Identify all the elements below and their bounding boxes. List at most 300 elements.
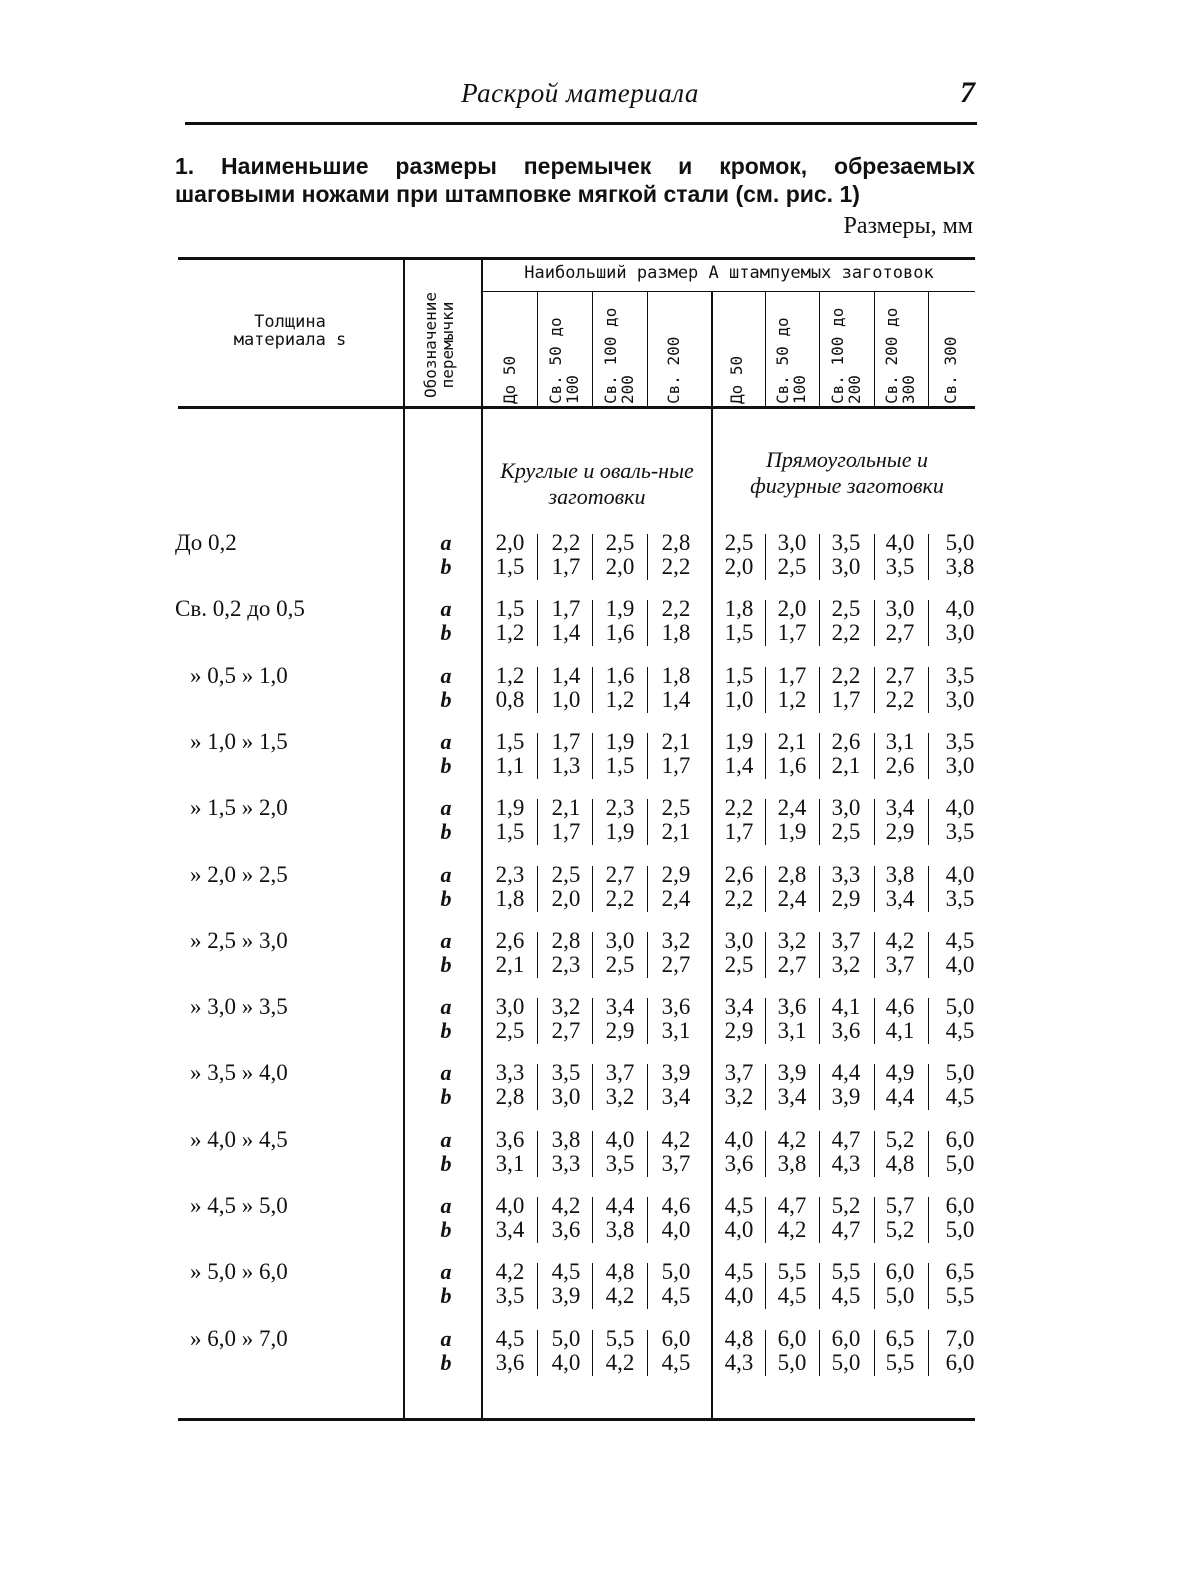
cell-separator [874, 1197, 875, 1243]
table-cell: 4,5 [724, 1259, 754, 1284]
cell-separator [819, 600, 820, 646]
table-cell: 2,6 [885, 753, 915, 778]
hdr-col-rule [874, 292, 875, 407]
table-cell: 4,8 [885, 1151, 915, 1176]
header-mark: Обозначение перемычки [421, 292, 457, 398]
cell-separator [928, 733, 929, 779]
table-cell: 1,2 [495, 620, 525, 645]
table-cell: 1,2 [777, 687, 807, 712]
cell-separator [537, 534, 538, 580]
table-cell: 3,4 [885, 795, 915, 820]
table-cell: 3,5 [551, 1060, 581, 1085]
bridge-mark-b: b [440, 1084, 452, 1109]
cell-separator [874, 1064, 875, 1110]
header-col-rect-2: Св. 50 до 100 [773, 317, 809, 404]
table-cell: 3,8 [777, 1151, 807, 1176]
header-col-rect-3: Св. 100 до 200 [828, 307, 864, 404]
cell-separator [592, 534, 593, 580]
table-cell: 4,2 [605, 1283, 635, 1308]
header-col-rect-5: Св. 300 [941, 336, 960, 404]
table-cell: 3,7 [831, 928, 861, 953]
table-cell: 3,2 [551, 994, 581, 1019]
table-cell: 2,5 [724, 530, 754, 555]
table-cell: 2,9 [724, 1018, 754, 1043]
cell-separator [537, 733, 538, 779]
cell-separator [647, 1263, 648, 1309]
hdr-col-rule [537, 292, 538, 407]
running-head [185, 76, 975, 116]
table-cell: 2,1 [661, 819, 691, 844]
table-cell: 2,5 [661, 795, 691, 820]
header-span: Наибольший размер A штампуемых заготовок [524, 263, 934, 283]
cell-separator [819, 932, 820, 978]
bridge-mark-a: a [440, 663, 452, 688]
cell-separator [647, 733, 648, 779]
cell-separator [874, 667, 875, 713]
table-cell: 4,0 [885, 530, 915, 555]
table-cell: 1,5 [495, 819, 525, 844]
table-cell: 2,5 [495, 1018, 525, 1043]
table-cell: 2,7 [661, 952, 691, 977]
table-cell: 1,0 [551, 687, 581, 712]
bridge-mark-b: b [440, 1018, 452, 1043]
table-cell: 2,9 [831, 886, 861, 911]
cell-separator [874, 1263, 875, 1309]
table-cell: 5,0 [945, 530, 975, 555]
cell-separator [928, 1064, 929, 1110]
table-cell: 3,0 [945, 753, 975, 778]
table-cell: 4,0 [724, 1283, 754, 1308]
header-col-rect-1: До 50 [727, 355, 746, 404]
table-cell: 3,0 [885, 596, 915, 621]
table-cell: 2,7 [605, 862, 635, 887]
bridge-mark-a: a [440, 1259, 452, 1284]
bridge-mark-b: b [440, 1151, 452, 1176]
bridge-mark-a: a [440, 729, 452, 754]
table-cell: 2,2 [831, 663, 861, 688]
table-cell: 3,2 [605, 1084, 635, 1109]
cell-separator [928, 534, 929, 580]
table-cell: 2,2 [724, 886, 754, 911]
table-cell: 3,1 [885, 729, 915, 754]
bridge-mark-a: a [440, 928, 452, 953]
cell-separator [765, 1197, 766, 1243]
bridge-mark-a: a [440, 994, 452, 1019]
bridge-mark-a: a [440, 1326, 452, 1351]
table-cell: 1,7 [551, 596, 581, 621]
table-cell: 4,1 [831, 994, 861, 1019]
table-cell: 3,5 [945, 729, 975, 754]
table-cell: 2,6 [495, 928, 525, 953]
table-cell: 3,4 [661, 1084, 691, 1109]
cell-separator [592, 1263, 593, 1309]
table-cell: 3,0 [495, 994, 525, 1019]
table-cell: 2,5 [551, 862, 581, 887]
row-label: » 6,0 » 7,0 [190, 1326, 288, 1351]
row-label: » 3,0 » 3,5 [190, 994, 288, 1019]
cell-separator [592, 932, 593, 978]
row-label: » 4,0 » 4,5 [190, 1127, 288, 1152]
table-cell: 1,9 [605, 729, 635, 754]
cell-separator [874, 866, 875, 912]
table-cell: 3,9 [551, 1283, 581, 1308]
cell-separator [819, 1263, 820, 1309]
table-cell: 3,4 [777, 1084, 807, 1109]
table-cell: 4,3 [724, 1350, 754, 1375]
table-cell: 2,2 [885, 687, 915, 712]
cell-separator [765, 1263, 766, 1309]
row-label: До 0,2 [175, 530, 237, 555]
table-cell: 1,7 [831, 687, 861, 712]
table-cell: 4,7 [831, 1127, 861, 1152]
table-cell: 5,0 [551, 1326, 581, 1351]
cell-separator [592, 1330, 593, 1376]
table-cell: 1,9 [724, 729, 754, 754]
table-cell: 5,2 [885, 1217, 915, 1242]
hdr-col-rule [765, 292, 766, 407]
cell-separator [592, 1131, 593, 1177]
table-cell: 1,5 [605, 753, 635, 778]
table-cell: 3,0 [945, 687, 975, 712]
table-cell: 3,6 [724, 1151, 754, 1176]
table-cell: 5,5 [605, 1326, 635, 1351]
table-cell: 3,6 [495, 1127, 525, 1152]
running-title: Раскрой материала [461, 78, 699, 108]
table-cell: 1,7 [777, 620, 807, 645]
table-cell: 4,2 [495, 1259, 525, 1284]
table-cell: 6,0 [945, 1193, 975, 1218]
table-cell: 4,6 [885, 994, 915, 1019]
table-cell: 1,8 [724, 596, 754, 621]
cell-separator [765, 1064, 766, 1110]
table-cell: 4,2 [605, 1350, 635, 1375]
table-cell: 4,6 [661, 1193, 691, 1218]
cell-separator [874, 600, 875, 646]
cell-separator [765, 932, 766, 978]
table-cell: 3,5 [945, 663, 975, 688]
cell-separator [537, 799, 538, 845]
cell-separator [765, 667, 766, 713]
hdr-col-rule [819, 292, 820, 407]
header-col-round-2: Св. 50 до 100 [546, 317, 582, 404]
bridge-mark-a: a [440, 1127, 452, 1152]
group-rect: Прямоугольные и фигурные заготовки [750, 447, 944, 498]
table-cell: 3,6 [661, 994, 691, 1019]
table-cell: 6,0 [885, 1259, 915, 1284]
table-cell: 4,5 [495, 1326, 525, 1351]
table-cell: 1,7 [661, 753, 691, 778]
table-cell: 3,5 [495, 1283, 525, 1308]
table-cell: 4,5 [777, 1283, 807, 1308]
table-cell: 6,0 [945, 1350, 975, 1375]
table-cell: 3,9 [661, 1060, 691, 1085]
cell-separator [819, 534, 820, 580]
table-cell: 1,4 [724, 753, 754, 778]
cell-separator [928, 998, 929, 1044]
table-cell: 3,1 [495, 1151, 525, 1176]
cell-separator [592, 600, 593, 646]
header-col-round-3: Св. 100 до 200 [601, 307, 637, 404]
cell-separator [647, 1064, 648, 1110]
bridge-mark-b: b [440, 952, 452, 977]
table-cell: 4,2 [551, 1193, 581, 1218]
table-cell: 2,2 [605, 886, 635, 911]
table-cell: 2,9 [885, 819, 915, 844]
table-cell: 3,0 [831, 795, 861, 820]
table-cell: 5,7 [885, 1193, 915, 1218]
table-cell: 2,6 [831, 729, 861, 754]
table-cell: 3,8 [945, 554, 975, 579]
table-cell: 2,6 [724, 862, 754, 887]
table-cell: 1,5 [495, 554, 525, 579]
cell-separator [819, 799, 820, 845]
table-cell: 4,0 [724, 1217, 754, 1242]
table-cell: 1,5 [495, 596, 525, 621]
cell-separator [647, 1131, 648, 1177]
table-cell: 3,3 [495, 1060, 525, 1085]
cell-separator [765, 799, 766, 845]
table-cell: 1,0 [724, 687, 754, 712]
col-rule-group [711, 292, 713, 1420]
row-label: » 2,5 » 3,0 [190, 928, 288, 953]
table-cell: 4,2 [777, 1127, 807, 1152]
table-cell: 2,7 [551, 1018, 581, 1043]
header-col-round-4: Св. 200 [664, 336, 683, 404]
table-cell: 4,0 [945, 795, 975, 820]
table-cell: 5,0 [777, 1350, 807, 1375]
table-cell: 2,3 [605, 795, 635, 820]
table-cell: 4,5 [945, 928, 975, 953]
cell-separator [592, 799, 593, 845]
cell-separator [819, 1131, 820, 1177]
table-cell: 2,5 [724, 952, 754, 977]
table-cell: 1,8 [495, 886, 525, 911]
table-cell: 3,7 [605, 1060, 635, 1085]
cell-separator [874, 1131, 875, 1177]
table-cell: 2,8 [777, 862, 807, 887]
table-cell: 1,9 [605, 819, 635, 844]
table-cell: 2,2 [724, 795, 754, 820]
bridge-mark-a: a [440, 530, 452, 555]
table-cell: 2,0 [605, 554, 635, 579]
row-label: » 3,5 » 4,0 [190, 1060, 288, 1085]
cell-separator [537, 600, 538, 646]
table-cell: 4,5 [661, 1283, 691, 1308]
cell-separator [537, 1197, 538, 1243]
cell-separator [765, 733, 766, 779]
table-top-rule [178, 257, 975, 260]
table-cell: 1,6 [605, 620, 635, 645]
table-caption: 1. Наименьшие размеры перемычек и кромок, обрезаемых шаговыми ножами при штамповке мягкой стали (см. рис. 1) [175, 153, 975, 207]
cell-separator [765, 866, 766, 912]
row-label: » 1,0 » 1,5 [190, 729, 288, 754]
table-cell: 2,0 [495, 530, 525, 555]
table-cell: 2,4 [777, 886, 807, 911]
cell-separator [819, 1064, 820, 1110]
group-round: Круглые и оваль-ные заготовки [500, 458, 694, 509]
table-cell: 2,8 [551, 928, 581, 953]
table-cell: 3,6 [551, 1217, 581, 1242]
table-cell: 3,3 [551, 1151, 581, 1176]
table-cell: 2,5 [605, 530, 635, 555]
cell-separator [874, 799, 875, 845]
bridge-mark-a: a [440, 1193, 452, 1218]
cell-separator [647, 1330, 648, 1376]
table-cell: 3,7 [724, 1060, 754, 1085]
table-cell: 2,3 [495, 862, 525, 887]
cell-separator [928, 1330, 929, 1376]
table-cell: 5,5 [777, 1259, 807, 1284]
bridge-mark-b: b [440, 1350, 452, 1375]
table-cell: 1,6 [605, 663, 635, 688]
table-cell: 2,7 [777, 952, 807, 977]
table-cell: 5,0 [945, 1217, 975, 1242]
table-cell: 3,2 [724, 1084, 754, 1109]
cell-separator [537, 1131, 538, 1177]
bridge-mark-a: a [440, 1060, 452, 1085]
table-cell: 3,4 [885, 886, 915, 911]
table-cell: 3,5 [945, 886, 975, 911]
bridge-mark-a: a [440, 596, 452, 621]
cell-separator [592, 1064, 593, 1110]
cell-separator [647, 799, 648, 845]
bridge-mark-b: b [440, 886, 452, 911]
table-cell: 4,3 [831, 1151, 861, 1176]
table-cell: 3,8 [551, 1127, 581, 1152]
cell-separator [819, 866, 820, 912]
hdr-col-rule [647, 292, 648, 407]
table-cell: 1,6 [777, 753, 807, 778]
cell-separator [647, 932, 648, 978]
cell-separator [928, 1197, 929, 1243]
table-cell: 4,0 [495, 1193, 525, 1218]
table-cell: 3,0 [605, 928, 635, 953]
table-cell: 3,9 [777, 1060, 807, 1085]
cell-separator [592, 667, 593, 713]
cell-separator [537, 866, 538, 912]
table-cell: 3,7 [661, 1151, 691, 1176]
table-cell: 3,0 [945, 620, 975, 645]
table-cell: 2,9 [605, 1018, 635, 1043]
table-cell: 1,4 [551, 663, 581, 688]
table-cell: 5,0 [945, 994, 975, 1019]
table-cell: 2,2 [661, 554, 691, 579]
table-cell: 1,5 [724, 663, 754, 688]
bridge-mark-b: b [440, 819, 452, 844]
table-cell: 2,4 [777, 795, 807, 820]
row-label: » 4,5 » 5,0 [190, 1193, 288, 1218]
cell-separator [537, 1330, 538, 1376]
table-cell: 3,1 [661, 1018, 691, 1043]
table-cell: 4,7 [831, 1217, 861, 1242]
table-cell: 3,3 [831, 862, 861, 887]
table-cell: 2,0 [777, 596, 807, 621]
table-cell: 3,6 [495, 1350, 525, 1375]
table-cell: 1,9 [495, 795, 525, 820]
table-cell: 3,4 [724, 994, 754, 1019]
table-cell: 2,3 [551, 952, 581, 977]
cell-separator [765, 1131, 766, 1177]
units-note: Размеры, мм [843, 213, 973, 239]
table-cell: 3,7 [885, 952, 915, 977]
table-cell: 4,5 [831, 1283, 861, 1308]
page-number: 7 [960, 76, 975, 109]
table-cell: 3,0 [777, 530, 807, 555]
cell-separator [928, 799, 929, 845]
table-cell: 4,7 [777, 1193, 807, 1218]
cell-separator [765, 534, 766, 580]
table-bottom-rule [178, 1418, 975, 1421]
table-cell: 4,4 [885, 1084, 915, 1109]
cell-separator [765, 998, 766, 1044]
cell-separator [928, 1263, 929, 1309]
table-cell: 3,2 [831, 952, 861, 977]
table-cell: 0,8 [495, 687, 525, 712]
table-cell: 2,1 [831, 753, 861, 778]
bridge-mark-b: b [440, 1217, 452, 1242]
bridge-mark-b: b [440, 753, 452, 778]
cell-separator [928, 1131, 929, 1177]
table-cell: 3,1 [777, 1018, 807, 1043]
table-cell: 3,6 [777, 994, 807, 1019]
cell-separator [647, 866, 648, 912]
col-rule-thickness [403, 258, 405, 1420]
cell-separator [647, 667, 648, 713]
cell-separator [874, 998, 875, 1044]
table-cell: 4,4 [831, 1060, 861, 1085]
table-cell: 7,0 [945, 1326, 975, 1351]
table-cell: 5,5 [885, 1350, 915, 1375]
table-cell: 4,0 [661, 1217, 691, 1242]
table-cell: 2,1 [495, 952, 525, 977]
table-cell: 1,8 [661, 620, 691, 645]
table-cell: 4,4 [605, 1193, 635, 1218]
table-cell: 4,1 [885, 1018, 915, 1043]
table-cell: 3,5 [831, 530, 861, 555]
table-cell: 1,8 [661, 663, 691, 688]
table-cell: 3,2 [661, 928, 691, 953]
header-thickness: Толщина материала s [233, 312, 347, 350]
table-cell: 5,0 [945, 1060, 975, 1085]
cell-separator [819, 667, 820, 713]
cell-separator [647, 600, 648, 646]
table-cell: 6,0 [777, 1326, 807, 1351]
cell-separator [765, 600, 766, 646]
table-cell: 2,2 [661, 596, 691, 621]
cell-separator [874, 733, 875, 779]
table-cell: 5,0 [945, 1151, 975, 1176]
table-cell: 3,5 [605, 1151, 635, 1176]
table-cell: 4,5 [724, 1193, 754, 1218]
table-cell: 2,1 [551, 795, 581, 820]
table-cell: 1,4 [661, 687, 691, 712]
table-cell: 4,2 [885, 928, 915, 953]
cell-separator [592, 733, 593, 779]
table-cell: 2,0 [724, 554, 754, 579]
cell-separator [874, 534, 875, 580]
bridge-mark-b: b [440, 554, 452, 579]
table-cell: 3,0 [724, 928, 754, 953]
bridge-mark-b: b [440, 1283, 452, 1308]
cell-separator [928, 667, 929, 713]
table-cell: 3,0 [831, 554, 861, 579]
table-cell: 2,5 [605, 952, 635, 977]
table-cell: 3,8 [605, 1217, 635, 1242]
table-cell: 4,9 [885, 1060, 915, 1085]
cell-separator [819, 1197, 820, 1243]
cell-separator [592, 998, 593, 1044]
cell-separator [928, 866, 929, 912]
